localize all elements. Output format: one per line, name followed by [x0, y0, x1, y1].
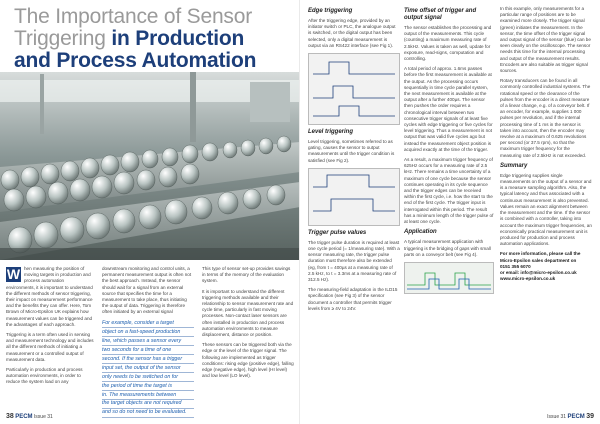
- heading-level-triggering: Level triggering: [308, 129, 354, 136]
- dropcap: W: [6, 266, 21, 282]
- column-5: Time offset of trigger and output signal The sensor establishes the processing and output of the measurements. This cycle (counting) a maximum measuring rate of 2.5kHz. Values is taken as well, update for exposure, read-signs, computation and controlling. A total period of approx. 1.6ms passes before the first measurement is available at the output. As the processing occurs sequentially in time cycle parallel system, the next measurement is available at the output after a further 400µs. The sensor then pushes the order requires a chronological interval between two consecutive trigger signals of at least five cycles with edge triggering or five cycles for level triggering. Thus a measurement is not output that was valid five cycles ago but instead the measurement object position is acquired exactly at the time of the trigger. As a result, a maximum trigger frequency of 625Hz occurs for a measuring rate of 2.5 kHz. There remains a time uncertainty of a maximum of one cycle because the sensor continues operating in its cycle sequence and the trigger edges can be received within the first cycle, i.e. how the start to the end of the first cycle. The trigger input is interrogated within this period. The result has a minimum length of the trigger pulse of at least one cycle. Application A typical measurement application with triggering is the bridging of gaps with small parts on a conveyor belt (see Fig 4).: [404, 6, 494, 294]
- col3-paragraph-3: These sensors can be triggered both via the edge or the level of the trigger signal. The following are implemented as trigger conditions: rising edge (positive edge), falling edge (negative edge), high level (HI level) and low level (LO level).: [202, 342, 294, 379]
- intro-paragraph-2: Triggering is a term often used in sensing and measurement technology and includes all the different methods of initiating a measurement or a controlled output of measurement data.: [6, 332, 94, 362]
- article-title: [14, 6, 304, 72]
- contact-phone[interactable]: 0151 355 6070: [500, 263, 531, 269]
- column-3: [202, 266, 294, 383]
- issue-left: Issue 31: [33, 414, 53, 420]
- pull-quote: For example, consider a target object on a fast-speed production line, which passes a sensor every two seconds for a time of one second. If the sensor has a trigger input set, the output of the sensor only needs to be switched on for the period of time the target is in. The measurements between the target objects are not required and so do not need to be evaluated.: [102, 320, 194, 418]
- intro-column: [6, 266, 94, 390]
- right-footer: [547, 413, 594, 420]
- intro-paragraph: W hen measuring the position of moving targets in production and process automation environments, it is important to understand the different methods of sensor triggering, their impact on measurement performance and the benefits they can offer. Here, Tom Brown of Micro-Epsilon UK explains how measurement values can be triggered and the advantages of each approach.: [6, 266, 93, 327]
- col2-paragraph: downstream monitoring and control units, a permanent measurement output is often not the best approach. Instead, the sensor should wait for a signal from an external source that specifies the time for a measurement to take place, thus initiating the output of data. Triggering is therefore often initiated by an external signal: [102, 266, 192, 315]
- right-page: [300, 0, 600, 424]
- contact-email[interactable]: or email: info@micro-epsilon.co.uk: [500, 269, 577, 275]
- issue-right: Issue 31: [547, 414, 567, 420]
- brand-left: PECM: [15, 414, 33, 420]
- contact-website[interactable]: www.micro-epsilon.co.uk: [500, 276, 556, 282]
- title-line1: The Importance of Sensor: [14, 5, 252, 28]
- heading-time-offset: Time offset of trigger and output signal: [404, 8, 477, 21]
- brand-right: PECM: [567, 414, 585, 420]
- page-number-right: 39: [586, 413, 594, 420]
- heading-edge-triggering: Edge triggering: [308, 8, 353, 14]
- column-6: In this example, only measurements for a particular range of positions are to be examined more closely. The trigger signal (green) initiates the measurement. In the sensor, the time offset of the trigger signal and output signal of the sensor (blue) can be seen clearly on the oscilloscope. The sensor needs this time for the internal processing and output of the measurement results. Encoders are also suitable as trigger signal sources. Rotary transducers can be found in all commonly controlled industrial systems. The rotational speed or the clearance of the pulses from the encoder is a direct measure of a linear change, e.g. of a conveyor belt. If an encoder, for example, supplies 1 000 pulses per revolution, and if the internal processing time of 1 ms in the sensor is taken into account, then the encoder may revolve at a maximum of 0.625 revolutions per second (or 37.5 rpm), so that the maximum trigger frequency for the measuring rate of 2.5kHz is not exceeded. Summary Edge triggering supplies single measurements on the output of a sensor and is a measure sampling algorithm. Also, the typical latency and thus associated with a continuous measurement is also prevented. Values remain an exact alignment between the measurement and the time. If the sensor is combined with a controller, taking into account the maximum trigger frequencies, an economically practical measurement unit is produced for production and process automation applications. For more information, please call the Micro-Epsilon sales department on 0151 355 6070 or email: info@micro-epsilon.co.uk www.micro-epsilon.co.uk: [500, 6, 592, 282]
- heading-summary: Summary: [500, 162, 528, 169]
- column-2: [102, 266, 194, 418]
- conveyor-bottles-photo: [0, 72, 300, 260]
- oscilloscope-figure: [404, 262, 494, 294]
- title-line2-grey: Triggering: [14, 27, 106, 50]
- page-number-left: 38: [6, 413, 14, 420]
- heading-application: Application: [404, 229, 437, 236]
- edge-trigger-figure: [308, 53, 400, 125]
- level-trigger-figure: [308, 168, 400, 226]
- column-4: Edge triggering After the triggering edge, provided by an initiator switch or PLC, the analogue output is switched, or the digital output has been selected, only a digital measurement is output via an RS422 interface (see Fig 1). Level triggering Level triggering, sometimes referred to as gating, causes the sensor to output measurements until the trigger condition is satisfied (see Fig 2). Trigger pulse values The trigger pulse duration is required at least one cycle period (= 1/measuring rate). With a sensor measuring rate, the trigger pulse duration must therefore also be extended (eg, from t = 400µs at a measuring rate of 2.5 kHz, to t = 3.3ms at a measuring rate of 312.5 Hz). The measuring-field adaptation in the ILD15 specification (see Fig 3) of the sensor document a controller that permits trigger levels from ≥ 4V to 24V.: [308, 8, 400, 311]
- title-line2-blue: in Production: [105, 27, 245, 50]
- heading-trigger-pulse: Trigger pulse values: [308, 229, 367, 236]
- intro-paragraph-3: Particularly in production and process automation environments, in order to reduce the system load on any: [6, 367, 83, 385]
- col3-paragraph-2: It is important to understand the different triggering methods available and their relationship to sensor measurement rate and cycle time, particularly in fast moving processes. Non-contact laser sensors are often installed in production and process automation environments to measure displacement, distance or position.: [202, 288, 294, 338]
- title-line3: and Process Automation: [14, 49, 257, 72]
- contact-block: For more information, please call the Micro-Epsilon sales department on 0151 355 6070 or email: info@micro-epsilon.co.uk www.micro-epsilon.co.uk: [500, 251, 581, 282]
- left-footer: [6, 413, 53, 420]
- col3-paragraph-1: This type of sensor set-up provides savings in terms of the memory of the evaluation system.: [202, 266, 291, 284]
